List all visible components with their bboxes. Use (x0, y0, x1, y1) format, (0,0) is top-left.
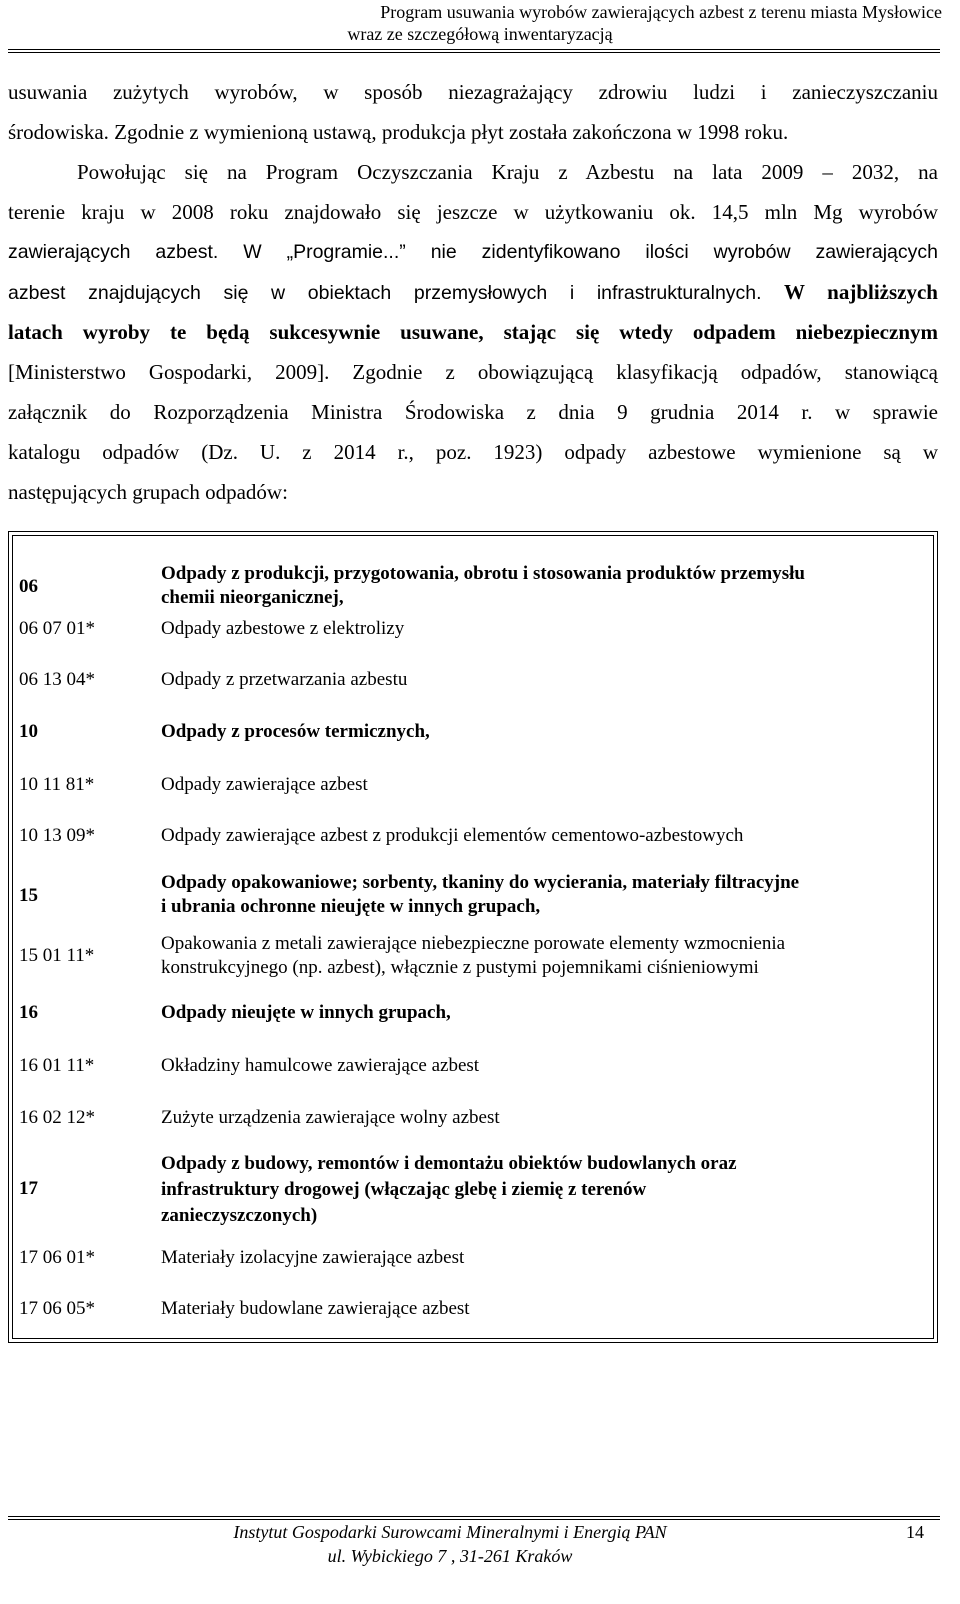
table-desc-line: i ubrania ochronne nieujęte w innych grupach, (161, 896, 541, 917)
header-subtitle: wraz ze szczegółową inwentaryzacją (347, 24, 613, 44)
table-code: 06 13 04* (19, 669, 95, 690)
body-line: usuwania zużytych wyrobów, w sposób niezagrażający zdrowiu ludzi i zanieczyszczaniu (8, 80, 938, 104)
table-desc-line: chemii nieorganicznej, (161, 587, 344, 608)
body-line-bold: W najbliższych (784, 280, 938, 304)
table-code: 10 13 09* (19, 825, 95, 846)
body-line-part: azbest znajdujących się w obiektach przemysłowych i infrastrukturalnych. (8, 282, 762, 304)
table-desc-line: Opakowania z metali zawierające niebezpieczne porowate elementy wzmocnienia (161, 933, 786, 954)
table-code: 15 01 11* (19, 945, 95, 966)
table-code: 15 (19, 885, 38, 906)
table-desc-line: zanieczyszczonych) (161, 1205, 318, 1226)
table-desc-line: konstrukcyjnego (np. azbest), włącznie z pustymi pojemnikami ciśnieniowymi (161, 957, 759, 978)
table-desc-line: Odpady opakowaniowe; sorbenty, tkaniny do wycierania, materiały filtracyjne (161, 872, 800, 893)
table-desc: Odpady z przetwarzania azbestu (161, 669, 408, 690)
body-line: zawierających azbest. W „Programie...” nie zidentyfikowano ilości wyrobów zawierających (8, 241, 938, 263)
body-line-bold-text: latach wyroby te będą sukcesywnie usuwane, stając się wtedy odpadem niebezpiecznym (8, 320, 938, 344)
waste-code-table (8, 531, 938, 1343)
table-desc: Odpady z procesów termicznych, (161, 721, 430, 742)
table-desc (161, 562, 931, 610)
table-desc (161, 932, 931, 980)
table-desc (161, 871, 931, 919)
table-code: 17 06 01* (19, 1247, 95, 1268)
table-desc: Odpady nieujęte w innych grupach, (161, 1002, 451, 1023)
table-desc: Zużyte urządzenia zawierające wolny azbest (161, 1107, 500, 1128)
table-code: 17 06 05* (19, 1298, 95, 1319)
table-desc-line: Odpady z produkcji, przygotowania, obrotu i stosowania produktów przemysłu (161, 563, 805, 584)
page-number: 14 (906, 1522, 924, 1542)
table-desc: Odpady zawierające azbest z produkcji elementów cementowo-azbestowych (161, 825, 744, 846)
table-desc: Odpady zawierające azbest (161, 774, 368, 795)
body-line: środowiska. Zgodnie z wymienioną ustawą, produkcja płyt została zakończona w 1998 roku. (8, 120, 789, 144)
table-code: 10 (19, 721, 38, 742)
body-line: załącznik do Rozporządzenia Ministra Środowiska z dnia 9 grudnia 2014 r. w sprawie (8, 400, 938, 424)
table-code: 06 07 01* (19, 618, 95, 639)
footer-institute: Instytut Gospodarki Surowcami Mineralnymi i Energią PAN (233, 1522, 667, 1542)
body-line-bold (8, 312, 938, 352)
header-divider (8, 49, 940, 53)
body-line (8, 272, 938, 312)
table-code: 06 (19, 576, 38, 597)
table-desc-line: Odpady z budowy, remontów i demontażu obiektów budowlanych oraz (161, 1153, 737, 1174)
table-desc (161, 1151, 931, 1229)
page-footer (0, 1520, 900, 1568)
table-code: 16 01 11* (19, 1055, 95, 1076)
header-title: Program usuwania wyrobów zawierających azbest z terenu miasta Mysłowice (380, 2, 942, 22)
footer-address: ul. Wybickiego 7 , 31-261 Kraków (327, 1546, 573, 1566)
table-desc: Odpady azbestowe z elektrolizy (161, 618, 405, 639)
table-code: 16 02 12* (19, 1107, 95, 1128)
table-code: 10 11 81* (19, 774, 95, 795)
table-code: 16 (19, 1002, 38, 1023)
table-code: 17 (19, 1178, 38, 1199)
table-desc: Materiały budowlane zawierające azbest (161, 1298, 470, 1319)
table-desc: Okładziny hamulcowe zawierające azbest (161, 1055, 480, 1076)
table-desc-line: infrastruktury drogowej (włączając glebę i ziemię z terenów (161, 1179, 647, 1200)
body-line: katalogu odpadów (Dz. U. z 2014 r., poz. 1923) odpady azbestowe wymienione są w (8, 440, 938, 464)
body-line: następujących grupach odpadów: (8, 480, 288, 504)
body-line: Powołując się na Program Oczyszczania Kraju z Azbestu na lata 2009 – 2032, na (77, 160, 938, 184)
table-desc: Materiały izolacyjne zawierające azbest (161, 1247, 465, 1268)
body-line: [Ministerstwo Gospodarki, 2009]. Zgodnie z obowiązującą klasyfikacją odpadów, stanowiącą (8, 360, 938, 384)
body-paragraph (8, 72, 938, 512)
body-line: terenie kraju w 2008 roku znajdowało się jeszcze w użytkowaniu ok. 14,5 mln Mg wyrobów (8, 200, 938, 224)
